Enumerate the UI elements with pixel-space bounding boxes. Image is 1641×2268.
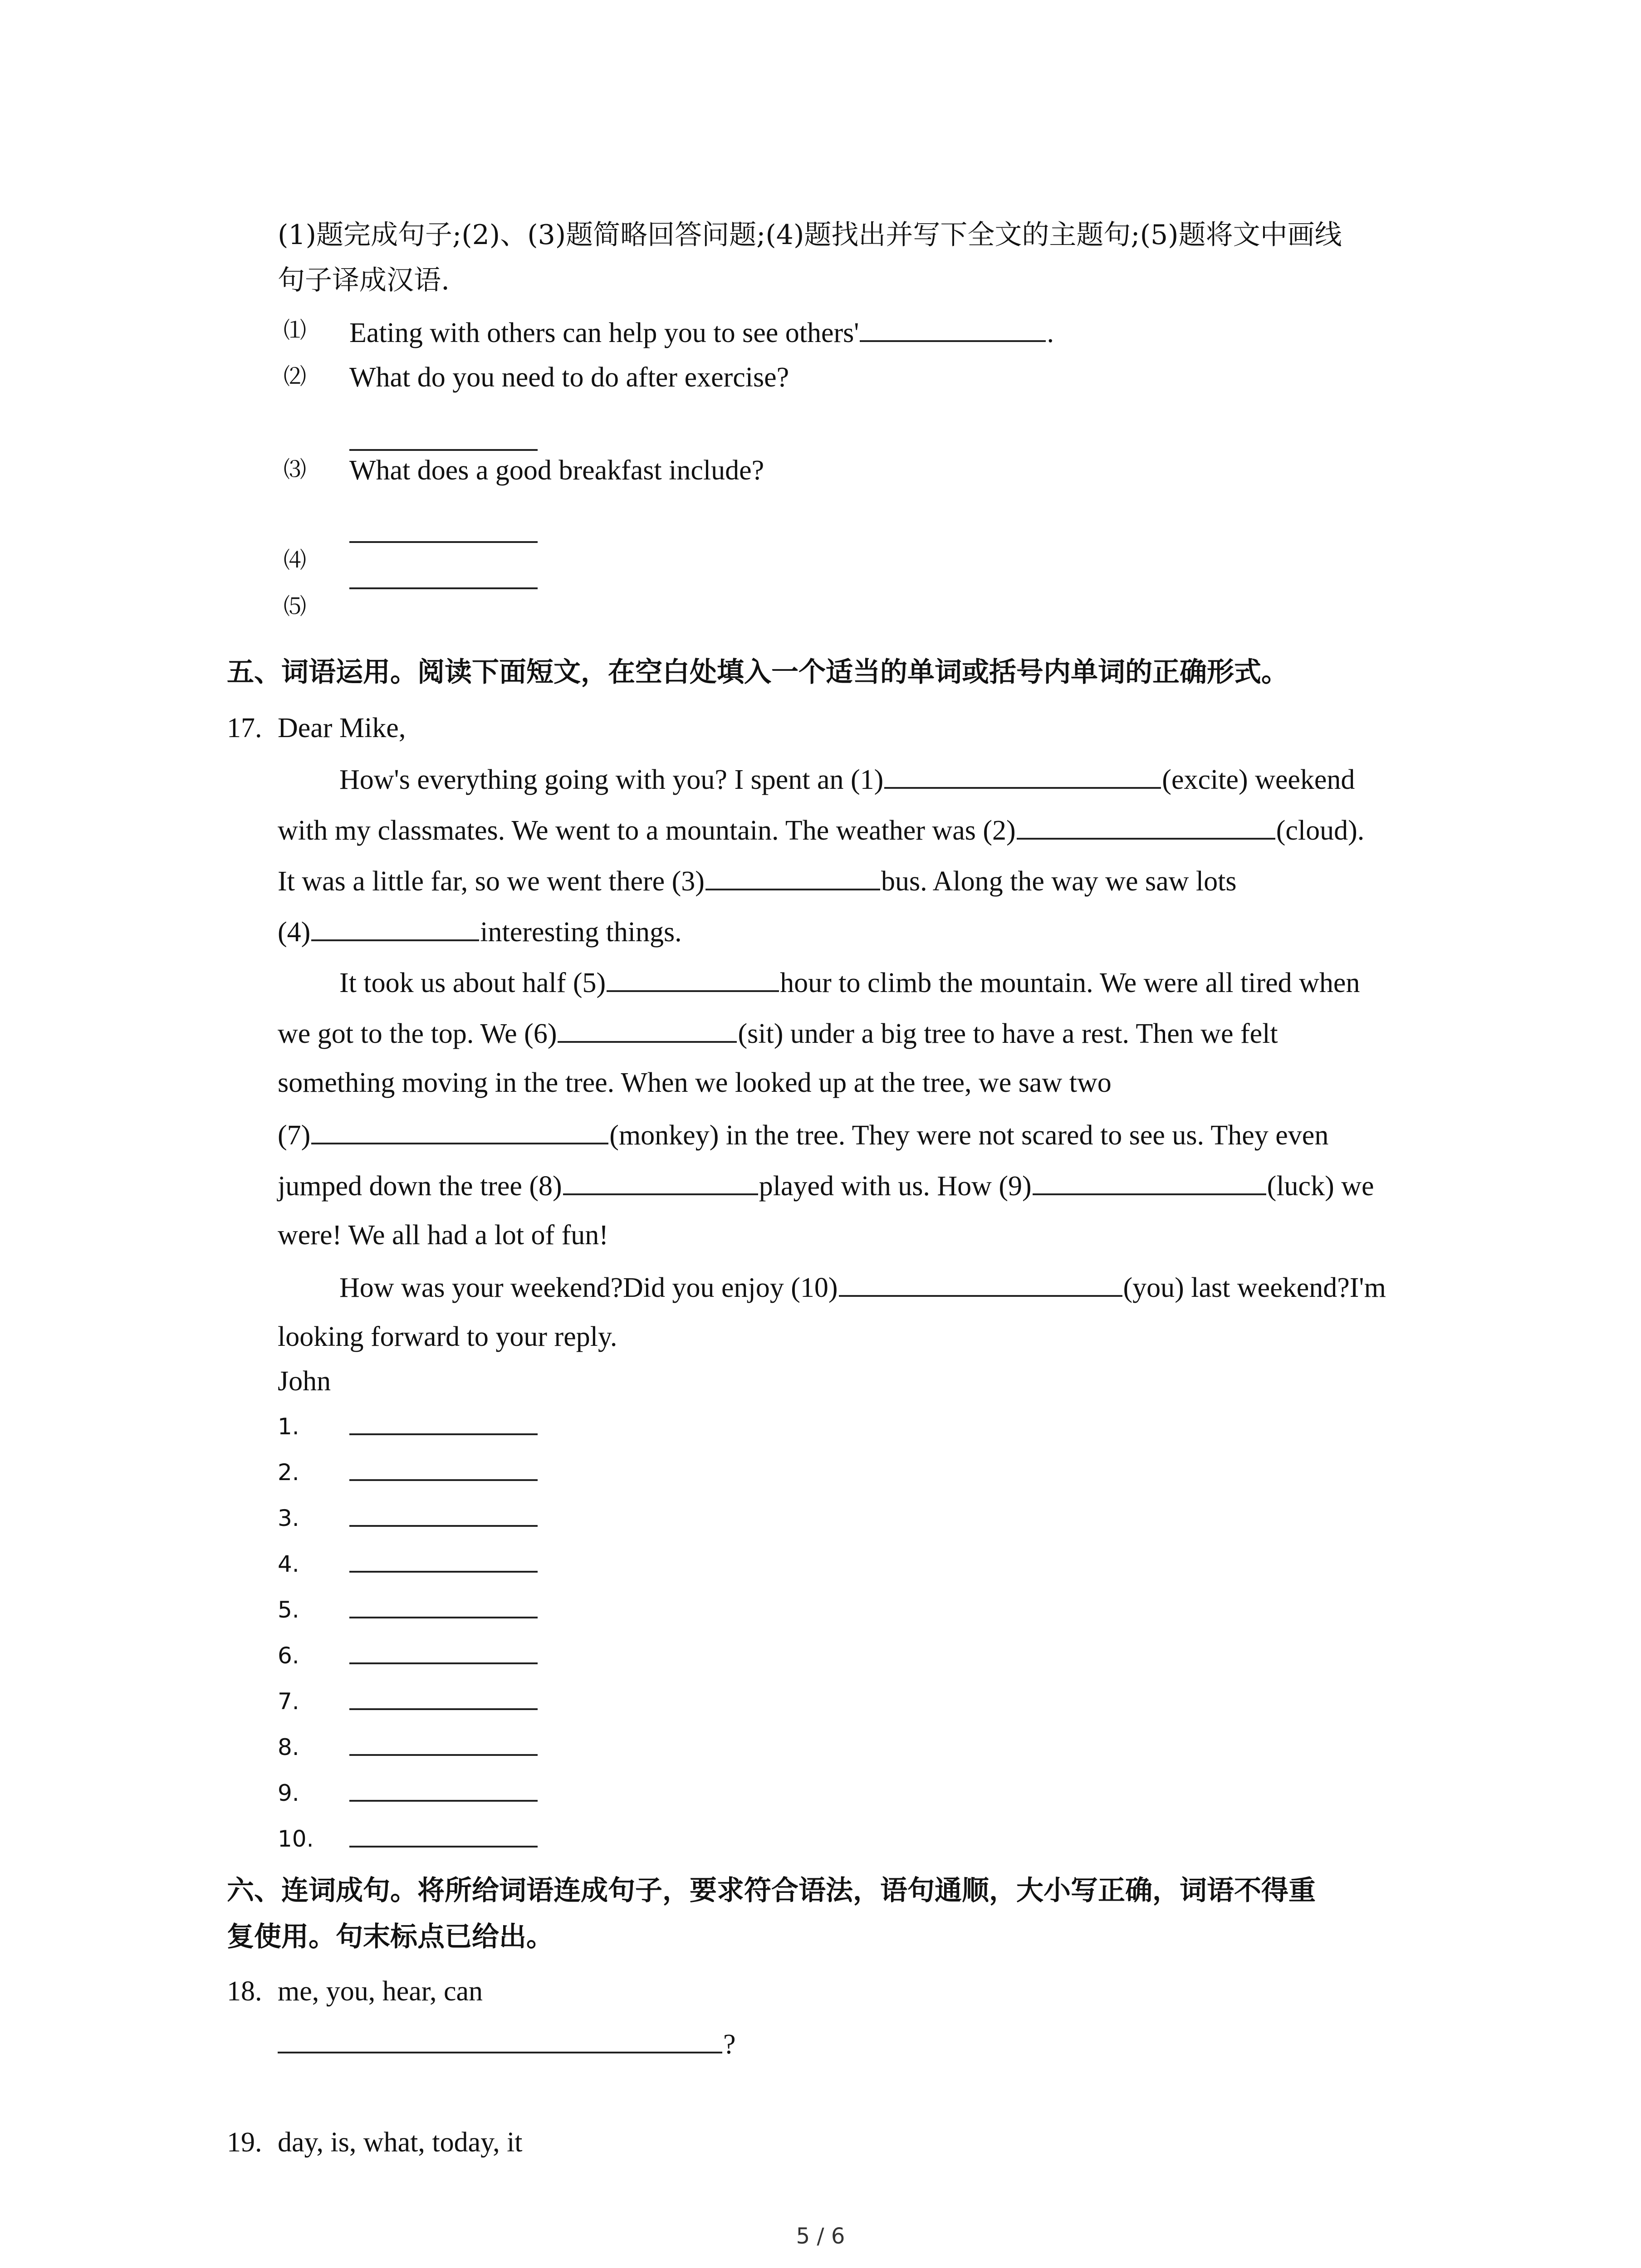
p2-text-d: (sit) under a big tree to have a rest. Then we felt [738, 1018, 1278, 1049]
p2-text-g: (monkey) in the tree. They were not scared to see us. They even [609, 1120, 1329, 1151]
letter-p3-line-2: looking forward to your reply. [278, 1321, 617, 1352]
letter-greeting: Dear Mike, [278, 713, 406, 743]
answer-line-8[interactable] [349, 1754, 538, 1756]
answer-number-4: 4. [278, 1551, 299, 1577]
q19-number: 19. [227, 2127, 262, 2158]
answer-line-6[interactable] [349, 1662, 538, 1664]
answer-line-3[interactable] [349, 1525, 538, 1527]
q18-words: me, you, hear, can [278, 1976, 483, 2007]
letter-p1-line-3 [278, 861, 1236, 898]
answer-line-9[interactable] [349, 1800, 538, 1802]
letter-p1-line-4 [278, 912, 682, 948]
answer-line-10[interactable] [349, 1846, 538, 1848]
q16-item-number-4: ⑷ [284, 547, 306, 573]
q16-answer-line-2[interactable] [349, 449, 538, 451]
answer-number-2: 2. [278, 1459, 299, 1486]
answer-line-7[interactable] [349, 1708, 538, 1710]
p3-text-b: (you) last weekend?I'm [1123, 1272, 1386, 1303]
p2-text-j: (luck) we [1267, 1171, 1374, 1202]
q18-end-mark: ? [723, 2029, 736, 2060]
q16-item-number-2: ⑵ [284, 363, 306, 390]
answer-number-9: 9. [278, 1780, 299, 1806]
answer-number-3: 3. [278, 1505, 299, 1531]
letter-p2-line-1 [339, 963, 1360, 999]
p1-text-c: with my classmates. We went to a mountain. The weather was (2) [278, 815, 1016, 846]
section-6-title-line-2: 复使用。句末标点已给出。 [227, 1921, 554, 1953]
q16-answer-line-3[interactable] [349, 541, 538, 543]
q16-item-3-text: What does a good breakfast include? [349, 455, 764, 486]
q16-item-1-blank[interactable] [860, 313, 1046, 342]
p2-text-b: hour to climb the mountain. We were all tired when [780, 968, 1360, 998]
p1-text-g: (4) [278, 917, 311, 948]
q17-number: 17. [227, 713, 262, 743]
section-5-title: 五、词语运用。阅读下面短文，在空白处填入一个适当的单词或括号内单词的正确形式。 [227, 656, 1288, 688]
p2-text-a: It took us about half (5) [339, 968, 606, 998]
answer-number-5: 5. [278, 1597, 299, 1623]
blank-3[interactable] [705, 861, 880, 890]
p1-text-b: (excite) weekend [1162, 764, 1355, 795]
p1-text-h: interesting things. [480, 917, 682, 948]
q16-item-1 [349, 313, 1054, 349]
blank-6[interactable] [558, 1014, 737, 1043]
q16-item-number-5: ⑸ [284, 593, 306, 620]
q16-item-2-text: What do you need to do after exercise? [349, 362, 789, 393]
letter-p2-line-2 [278, 1014, 1278, 1050]
blank-10[interactable] [839, 1268, 1122, 1297]
letter-p3-line-1 [339, 1268, 1386, 1304]
section-6-title-line-1: 六、连词成句。将所给词语连成句子，要求符合语法，语句通顺，大小写正确，词语不得重 [227, 1875, 1316, 1906]
q16-instruction-line-2: 句子译成汉语. [278, 264, 450, 296]
letter-p1-line-2 [278, 811, 1364, 847]
p1-text-e: It was a little far, so we went there (3) [278, 866, 705, 897]
letter-p1-line-1 [339, 760, 1355, 796]
letter-p2-line-6: were! We all had a lot of fun! [278, 1220, 608, 1251]
q18-answer-line[interactable] [278, 2024, 722, 2053]
blank-7[interactable] [311, 1115, 608, 1144]
q16-item-number-3: ⑶ [284, 456, 306, 483]
p2-text-i: played with us. How (9) [759, 1171, 1032, 1202]
answer-line-1[interactable] [349, 1433, 538, 1435]
q19-words: day, is, what, today, it [278, 2127, 523, 2158]
blank-5[interactable] [607, 963, 779, 992]
answer-line-2[interactable] [349, 1479, 538, 1481]
letter-p2-line-3: something moving in the tree. When we looked up at the tree, we saw two [278, 1067, 1112, 1098]
answer-number-10: 10. [278, 1826, 314, 1852]
q18-answer [278, 2024, 736, 2061]
p2-text-h: jumped down the tree (8) [278, 1171, 562, 1202]
blank-1[interactable] [884, 760, 1161, 789]
answer-number-8: 8. [278, 1734, 299, 1760]
letter-signature: John [278, 1366, 331, 1397]
p2-text-f: (7) [278, 1120, 311, 1151]
blank-8[interactable] [563, 1166, 758, 1195]
q16-answer-line-4[interactable] [349, 587, 538, 589]
page-number: 5 / 6 [796, 2224, 845, 2249]
q16-item-1-text: Eating with others can help you to see others' [349, 318, 859, 348]
answer-number-1: 1. [278, 1413, 299, 1440]
answer-line-4[interactable] [349, 1571, 538, 1573]
answer-number-7: 7. [278, 1688, 299, 1715]
answer-line-5[interactable] [349, 1617, 538, 1618]
p1-text-f: bus. Along the way we saw lots [881, 866, 1237, 897]
q16-instruction-line-1: (1)题完成句子;(2)、(3)题简略回答问题;(4)题找出并写下全文的主题句;(5)题将文中画线 [278, 219, 1342, 251]
q18-number: 18. [227, 1976, 262, 2007]
blank-2[interactable] [1017, 811, 1275, 840]
q16-item-number-1: ⑴ [284, 317, 306, 343]
p1-text-a: How's everything going with you? I spent an (1) [339, 764, 884, 795]
letter-p2-line-5 [278, 1166, 1374, 1202]
blank-9[interactable] [1033, 1166, 1266, 1195]
p3-text-a: How was your weekend?Did you enjoy (10) [339, 1272, 838, 1303]
p2-text-c: we got to the top. We (6) [278, 1018, 557, 1049]
letter-p2-line-4 [278, 1115, 1328, 1152]
p1-text-d: (cloud). [1276, 815, 1365, 846]
blank-4[interactable] [311, 912, 479, 941]
answer-number-6: 6. [278, 1642, 299, 1669]
q16-item-1-suffix: . [1047, 318, 1054, 348]
